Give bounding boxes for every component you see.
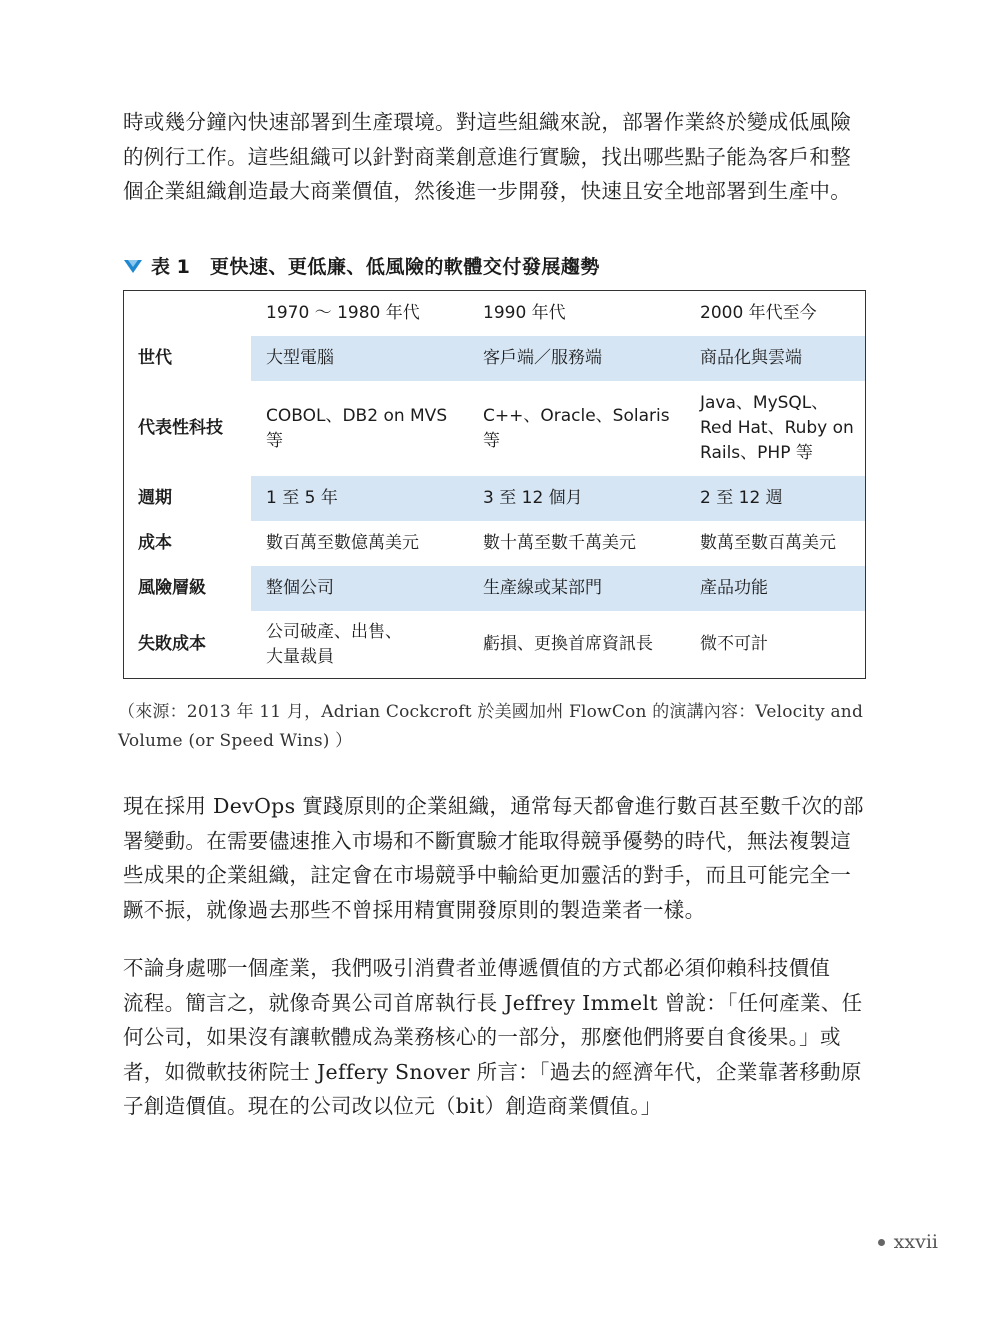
table-cell: 數十萬至數千萬美元 xyxy=(483,533,636,553)
table-cell: Java、MySQL、 Red Hat、Ruby on Rails、PHP 等 xyxy=(700,393,854,463)
table-row xyxy=(124,381,865,476)
bullet-dot-icon xyxy=(878,1239,885,1246)
body-paragraph-devops xyxy=(123,789,868,927)
paragraph-line: 署變動。在需要儘速推入市場和不斷實驗才能取得競爭優勢的時代，無法複製這 xyxy=(123,828,851,853)
paragraph-line: 個企業組織創造最大商業價值，然後進一步開發，快速且安全地部署到生產中。 xyxy=(123,179,851,203)
table-title: 更快速、更低廉、低風險的軟體交付發展趨勢 xyxy=(209,255,600,278)
table-cell: 整個公司 xyxy=(251,566,468,611)
table-caption xyxy=(123,250,600,280)
row-label: 代表性科技 xyxy=(138,418,223,438)
header-cell xyxy=(124,291,251,336)
table-row xyxy=(124,566,865,611)
table-cell: 虧損、更換首席資訊長 xyxy=(483,634,653,654)
header-cell: 1990 年代 xyxy=(483,303,566,323)
paragraph-line: 蹶不振，就像過去那些不曾採用精實開發原則的製造業者一樣。 xyxy=(123,897,706,922)
paragraph-line: 的例行工作。這些組織可以針對商業創意進行實驗，找出哪些點子能為客戶和整 xyxy=(123,144,851,169)
table-number: 表 1 xyxy=(151,255,190,278)
row-label: 週期 xyxy=(138,488,172,508)
paragraph-line: 流程。簡言之，就像奇異公司首席執行長 Jeffrey Immelt 曾說：「任何產業、任 xyxy=(123,990,863,1015)
row-label: 世代 xyxy=(138,348,172,368)
page-number xyxy=(878,1231,938,1253)
table-row xyxy=(124,611,865,678)
page-number-text: xxvii xyxy=(893,1231,938,1253)
table-cell: 客戶端／服務端 xyxy=(468,336,685,381)
row-label: 風險層級 xyxy=(138,578,206,598)
table-cell: 數百萬至數億萬美元 xyxy=(266,533,419,553)
row-label: 成本 xyxy=(138,533,172,553)
table-cell: 1 至 5 年 xyxy=(251,476,468,521)
table-row xyxy=(124,476,865,521)
table-cell: 商品化與雲端 xyxy=(685,336,865,381)
paragraph-line: 者，如微軟技術院士 Jeffery Snover 所言：「過去的經濟年代，企業靠著移動原 xyxy=(123,1059,862,1084)
comparison-table xyxy=(123,290,866,679)
body-paragraph-top xyxy=(123,105,868,209)
paragraph-line: 些成果的企業組織，註定會在市場競爭中輸給更加靈活的對手，而且可能完全一 xyxy=(123,863,851,887)
table-cell: 數萬至數百萬美元 xyxy=(700,533,836,553)
header-cell: 2000 年代至今 xyxy=(700,303,817,323)
table-cell: 大型電腦 xyxy=(251,336,468,381)
row-label: 失敗成本 xyxy=(138,634,206,654)
table-header-row xyxy=(124,291,865,336)
paragraph-line: 何公司，如果沒有讓軟體成為業務核心的一部分，那麼他們將要自食後果。」或 xyxy=(123,1025,841,1049)
table-source-note xyxy=(118,698,868,756)
table-cell: 生產線或某部門 xyxy=(468,566,685,611)
table-cell: COBOL、DB2 on MVS 等 xyxy=(266,405,448,451)
table-row xyxy=(124,336,865,381)
source-line: （來源：2013 年 11 月，Adrian Cockcroft 於美國加州 FlowCon 的演講內容：Velocity and xyxy=(118,702,864,722)
triangle-down-icon xyxy=(123,256,143,276)
paragraph-line: 時或幾分鐘內快速部署到生產環境。對這些組織來說，部署作業終於變成低風險 xyxy=(123,110,851,134)
table-cell: 3 至 12 個月 xyxy=(468,476,685,521)
paragraph-line: 子創造價值。現在的公司改以位元（bit）創造商業價值。」 xyxy=(123,1094,662,1118)
table-cell: 公司破產、出售、 大量裁員 xyxy=(266,621,402,667)
paragraph-line: 現在採用 DevOps 實踐原則的企業組織，通常每天都會進行數百甚至數千次的部 xyxy=(123,794,864,818)
table-row xyxy=(124,521,865,566)
paragraph-line: 不論身處哪一個產業，我們吸引消費者並傳遞價值的方式都必須仰賴科技價值 xyxy=(123,956,831,980)
source-line: Volume (or Speed Wins) ） xyxy=(118,731,353,751)
table-cell: C++、Oracle、Solaris 等 xyxy=(483,405,670,451)
header-cell: 1970 ～ 1980 年代 xyxy=(266,303,420,323)
table-cell: 產品功能 xyxy=(685,566,865,611)
table-cell: 微不可計 xyxy=(700,634,768,654)
table-cell: 2 至 12 週 xyxy=(685,476,865,521)
body-paragraph-value-stream xyxy=(123,951,868,1124)
